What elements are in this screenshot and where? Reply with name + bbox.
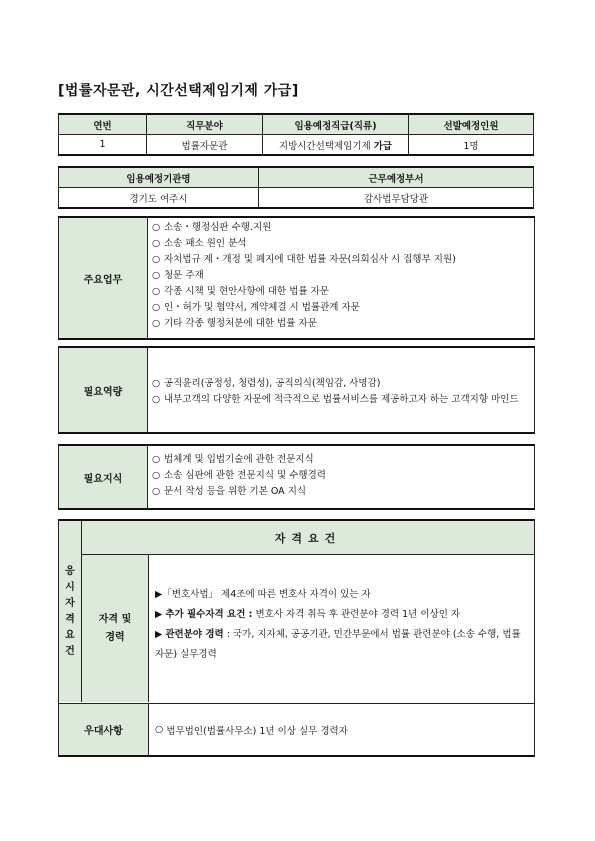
arrow-bullet-icon: ▶: [155, 629, 163, 640]
page-title: [법률자문관, 시간선택제임기제 가급]: [58, 83, 299, 99]
list-item: ○ 내부고객의 다양한 자문에 적극적으로 법률서비스를 제공하고자 하는 고객지향 마인드: [152, 392, 530, 408]
duties-list: [148, 218, 534, 338]
cell-no: 1: [59, 135, 147, 156]
list-item: ○ 청문 주재: [152, 268, 530, 284]
list-item: ○ 소송 패소 원인 분석: [152, 236, 530, 252]
rank-prefix: 지방시간선택제임기제: [278, 140, 371, 152]
preference-label: 우대사항: [59, 703, 149, 755]
circle-bullet-icon: ○: [152, 238, 161, 249]
qualifications-sub-label: 자격 및 경력: [82, 555, 149, 702]
circle-bullet-icon: ○: [152, 302, 161, 313]
qualification-line: ▶ 관련분야 경력 : 국가, 지자체, 공공기관, 민간부문에서 법률 관련분야 (소송 수행, 법률자문) 실무경력: [155, 629, 521, 660]
cell-field: 법률자문관: [147, 135, 263, 156]
qualification-line: ▶ 추가 필수자격 요건 : 변호사 자격 취득 후 관련분야 경력 1년 이상인 자: [155, 609, 461, 620]
qualifications-header: 자격요건: [82, 521, 534, 555]
preference-text: 법무법인(법률사무소) 1년 이상 실무 경력자: [166, 725, 348, 737]
qualifications-section: [58, 519, 535, 757]
list-item: ○ 기타 각종 행정처분에 대한 법률 자문: [152, 316, 530, 332]
circle-bullet-icon: ○: [152, 254, 161, 265]
circle-bullet-icon: ○: [152, 286, 161, 297]
knowledge-label: 필요지식: [59, 446, 148, 508]
list-item: ○ 인・허가 및 협약서, 계약체결 시 법률관계 자문: [152, 300, 530, 316]
qualifications-side-label: 응 시 자 격 요 건: [59, 521, 82, 702]
qualifications-body: [149, 555, 534, 702]
knowledge-section: [58, 444, 535, 510]
col-header-department: 근무예정부서: [259, 167, 534, 188]
duties-label: 주요업무: [59, 218, 148, 338]
competencies-section: [58, 346, 535, 434]
circle-bullet-icon: ○: [152, 470, 161, 481]
duties-section: [58, 216, 535, 340]
circle-bullet-icon: ○: [152, 378, 161, 389]
circle-bullet-icon: ○: [155, 724, 164, 735]
knowledge-list: [148, 446, 534, 508]
list-item: ○ 소송・행정심판 수행.지원: [152, 220, 530, 236]
circle-bullet-icon: ○: [152, 394, 161, 405]
qualification-line: ▶「변호사법」 제4조에 따른 변호사 자격이 있는 자: [155, 589, 371, 600]
circle-bullet-icon: ○: [152, 318, 161, 329]
rank-grade: 가급: [373, 140, 393, 152]
cell-agency: 경기도 여주시: [59, 188, 259, 209]
circle-bullet-icon: ○: [152, 270, 161, 281]
cell-rank: [263, 135, 409, 156]
competencies-list: [148, 348, 534, 432]
list-item: ○ 문서 작성 등을 위한 기본 OA 지식: [152, 484, 530, 500]
col-header-no: 연번: [59, 114, 147, 135]
col-header-count: 선발예정인원: [409, 114, 534, 135]
agency-table: [58, 166, 534, 209]
competencies-label: 필요역량: [59, 348, 148, 432]
col-header-rank: 임용예정직급(직류): [263, 114, 409, 135]
circle-bullet-icon: ○: [152, 454, 161, 465]
col-header-agency: 임용예정기관명: [59, 167, 259, 188]
list-item: ○ 공직윤리(공정성, 청렴성), 공직의식(책임감, 사명감): [152, 376, 530, 392]
circle-bullet-icon: ○: [152, 222, 161, 233]
arrow-bullet-icon: ▶: [155, 609, 163, 620]
preference-body: [149, 703, 534, 755]
col-header-field: 직무분야: [147, 114, 263, 135]
cell-count: 1명: [409, 135, 534, 156]
position-table: [58, 113, 534, 156]
list-item: ○ 자치법규 제・개정 및 폐지에 대한 법률 자문(의회심사 시 집행부 지원): [152, 252, 530, 268]
list-item: ○ 소송 심판에 관한 전문지식 및 수행경력: [152, 468, 530, 484]
arrow-bullet-icon: ▶: [155, 589, 163, 600]
cell-department: 감사법무담당관: [259, 188, 534, 209]
circle-bullet-icon: ○: [152, 486, 161, 497]
list-item: ○ 법체계 및 입법기술에 관한 전문지식: [152, 452, 530, 468]
list-item: ○ 각종 시책 및 현안사항에 대한 법률 자문: [152, 284, 530, 300]
